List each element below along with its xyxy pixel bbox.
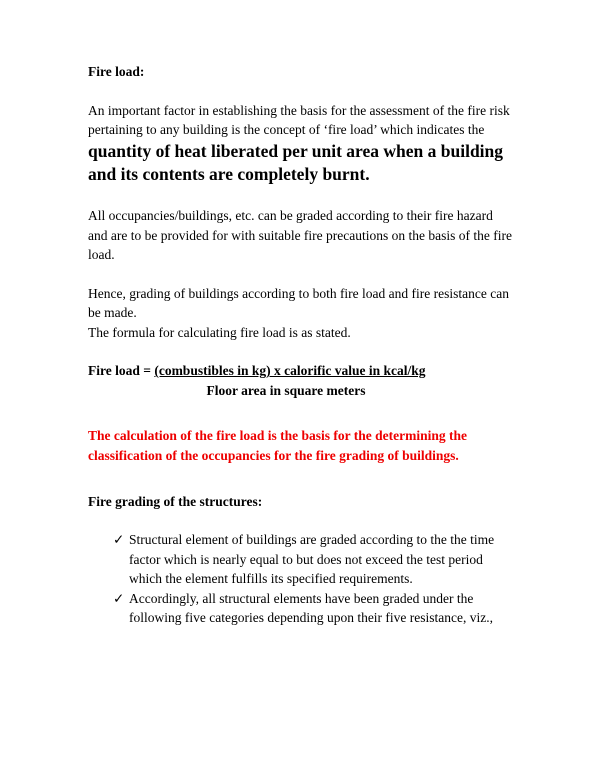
grading-sentence-2: The formula for calculating fire load is as stated. (88, 324, 351, 340)
bullet-text: Accordingly, all structural elements have been graded under the following five categories depending upon their five resistance, viz., (129, 590, 494, 626)
fire-load-formula (88, 361, 512, 400)
formula-label: Fire load = (88, 363, 155, 379)
formula-numerator: (combustibles in kg) x calorific value in kcal/kg (154, 363, 426, 379)
grading-sentence-1: Hence, grading of buildings according to both fire load and fire resistance can be made. (88, 285, 509, 321)
bullet-list (88, 530, 512, 628)
paragraph-occupancies: All occupancies/buildings, etc. can be graded according to their fire hazard and are to be provided for with suitable fire precautions on the basis of the fire load. (88, 207, 512, 263)
check-icon: ✓ (113, 532, 125, 548)
paragraph-grading (88, 284, 512, 343)
list-item (113, 530, 512, 589)
formula-denominator: Floor area in square meters (206, 382, 366, 398)
red-note-paragraph: The calculation of the fire load is the basis for the determining the classification of the occupancies for the fire grading of buildings. (88, 428, 467, 463)
bullet-text: Structural element of buildings are graded according to the the time factor which is nearly equal to but does not exceed the test period which the element fulfills its specified requirements. (129, 532, 495, 587)
list-item (113, 589, 512, 628)
intro-normal-text: An important factor in establishing the basis for the assessment of the fire risk pertaining to any building is the concept of ‘fire load’ which indicates the (88, 102, 510, 138)
formula-top-line (88, 361, 512, 381)
heading-fire-load: Fire load: (88, 64, 145, 79)
check-icon: ✓ (113, 590, 125, 606)
heading-fire-grading: Fire grading of the structures: (88, 493, 263, 509)
intro-emphasis-text: quantity of heat liberated per unit area when a building and its contents are completely burnt. (88, 140, 504, 185)
paragraph-intro (88, 101, 512, 187)
